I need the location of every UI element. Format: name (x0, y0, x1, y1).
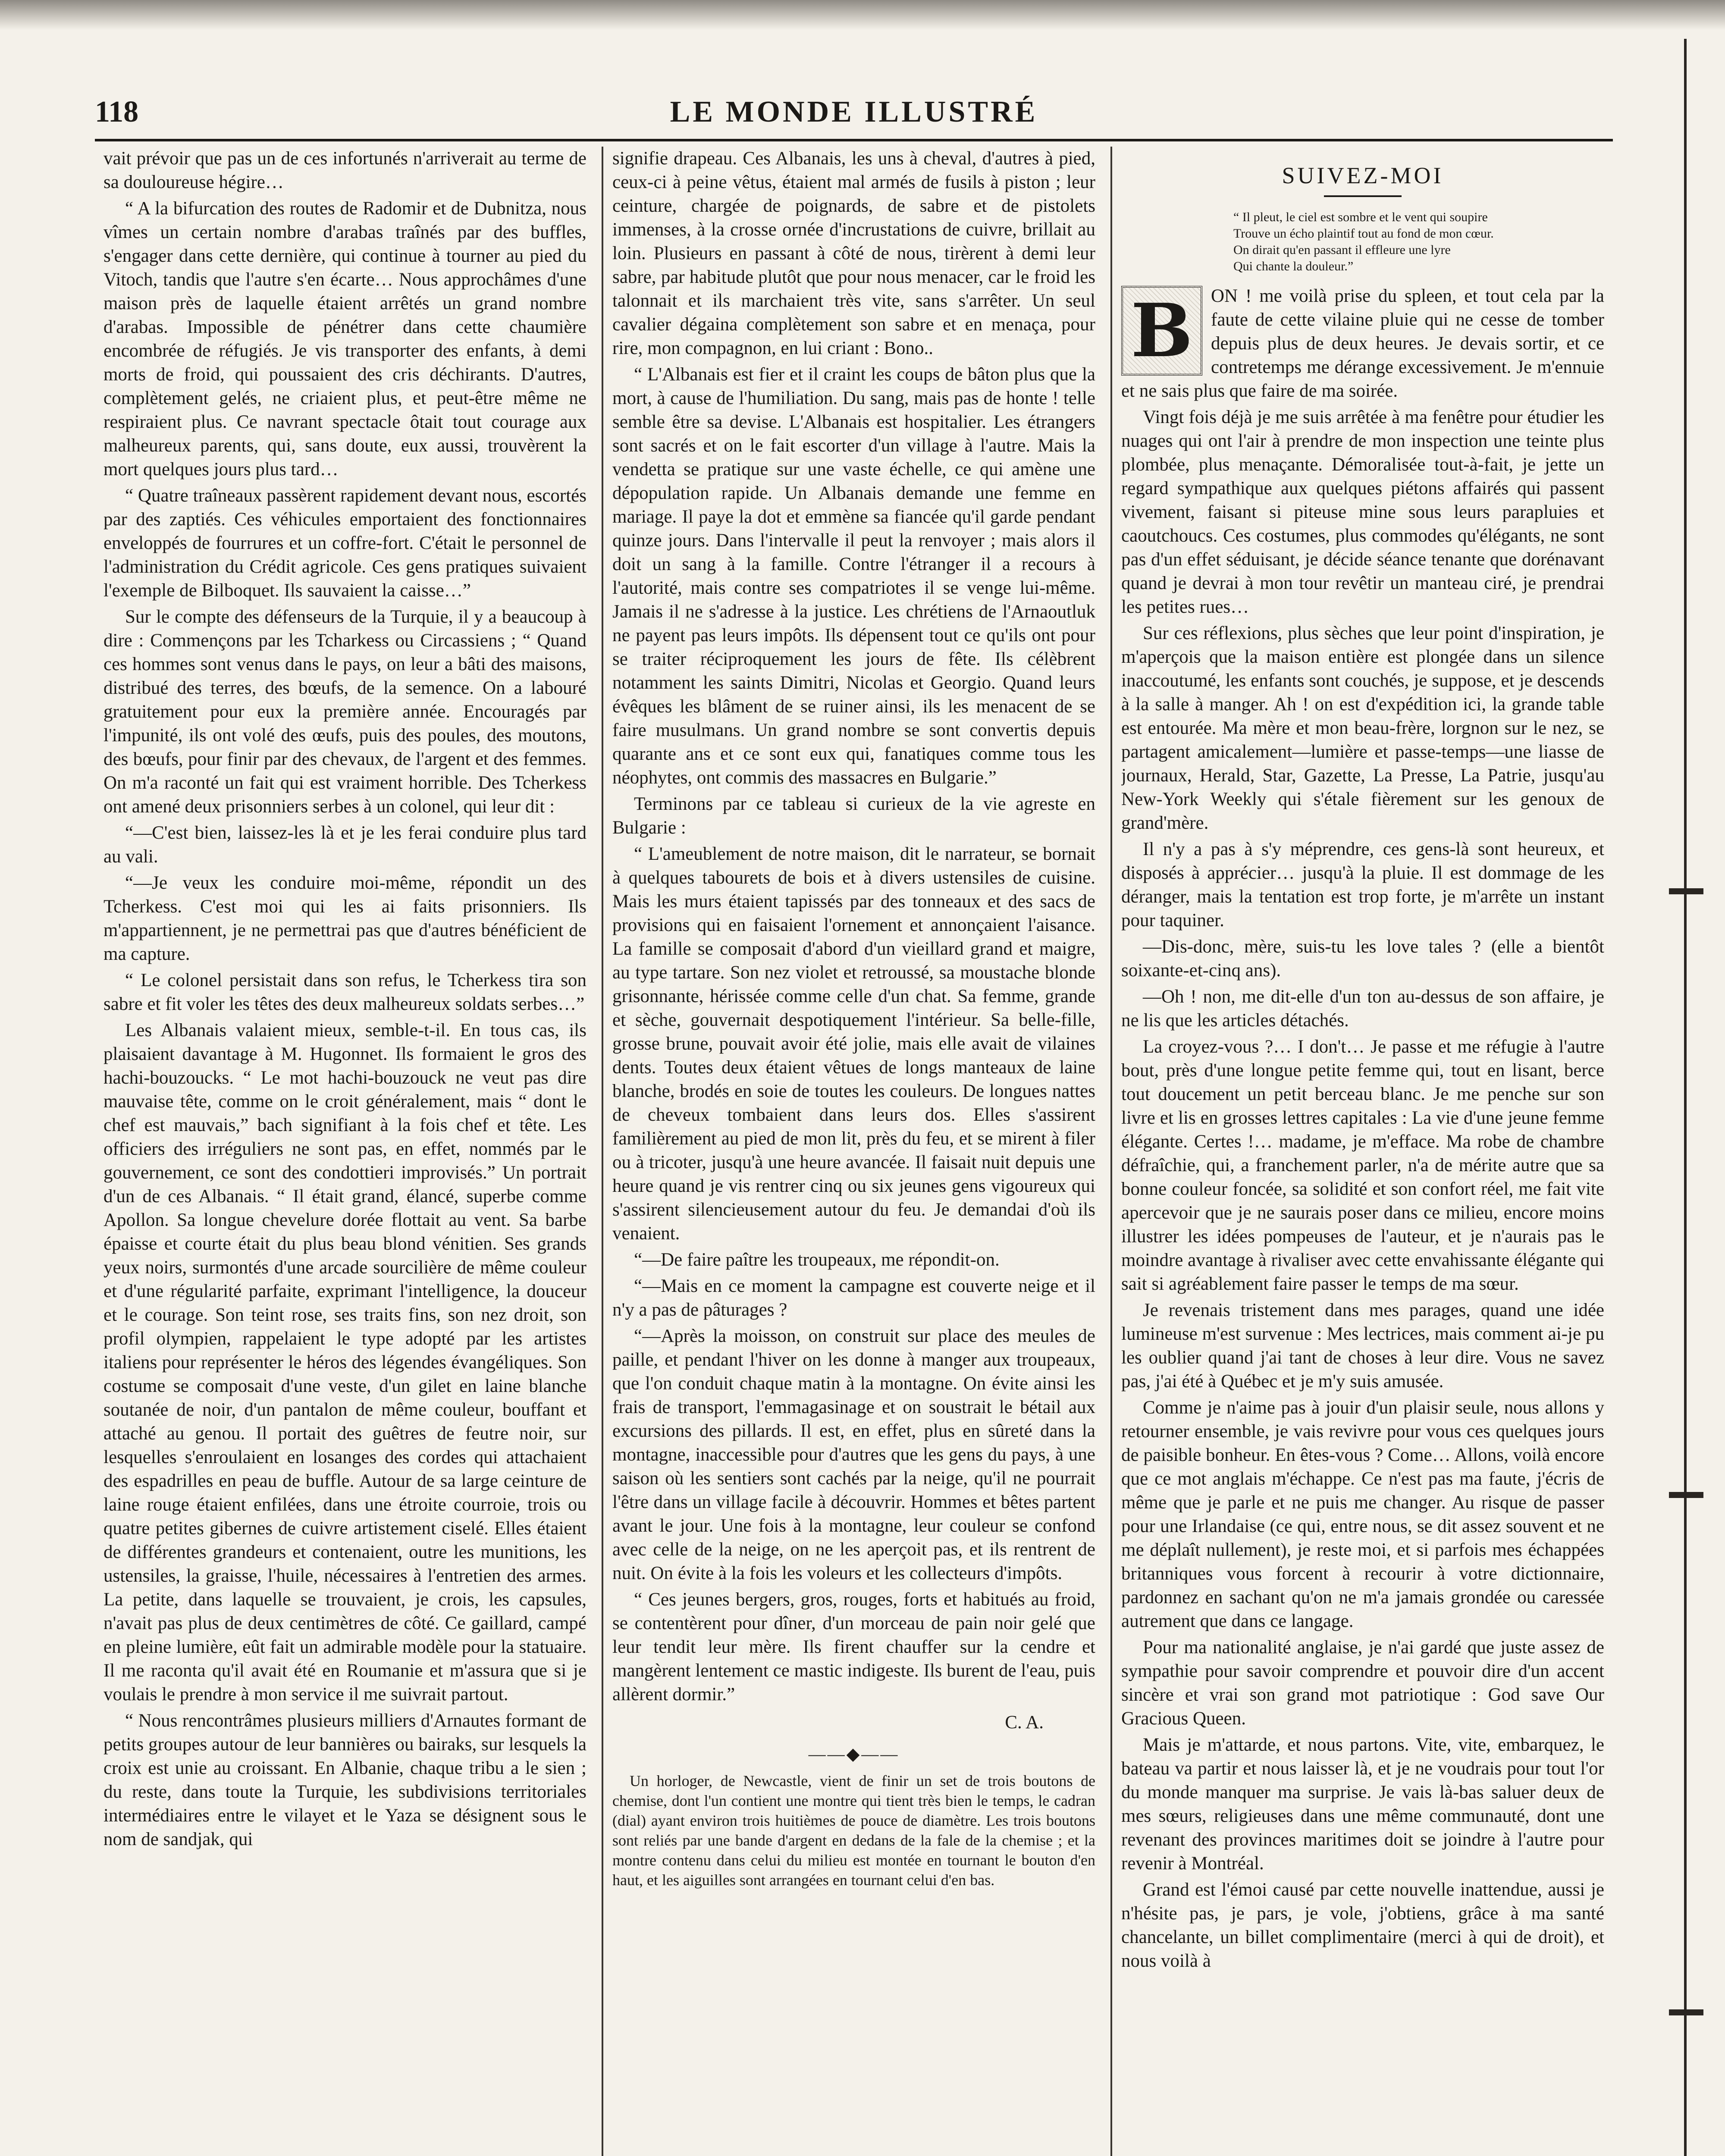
header-rule (95, 139, 1613, 141)
paragraph: “ Le colonel persistait dans son refus, le Tcherkess tira son sabre et fit voler les têtes des deux malheureux soldats serbes…” (104, 970, 586, 1014)
paragraph: “ Quatre traîneaux passèrent rapidement devant nous, escortés par des zaptiés. Ces véhicules emportaient des fonctionnaires enveloppés de fourrures et un coffre-fort. C'était le personnel de l'administration du Crédit agricole. Ces gens pratiques suivaient l'exemple de Bilboquet. Ils sauvaient la caisse…” (104, 486, 586, 601)
paragraph: “—De faire paître les troupeaux, me répondit-on. (634, 1250, 1000, 1270)
paragraph: “—Mais en ce moment la campagne est couverte neige et il n'y a pas de pâturages ? (612, 1276, 1095, 1320)
paragraph: Vingt fois déjà je me suis arrêtée à ma fenêtre pour étudier les nuages qui ont l'air à prendre de mon inspection une teinte plus plombée, plus menaçante. Démoralisée tout-à-fait, je jette un regard sympathique aux quelques piétons affairés qui passent vivement, faisant si piteuse mine sous leurs parapluies et caoutchoucs. Ces costumes, plus commodes qu'élégants, ne sont pas d'un effet séduisant, je décide séance tenante que dorénavant quand je devrai à mon tour revêtir un manteau ciré, je prendrai les petites rues… (1121, 407, 1604, 617)
paragraph: —Oh ! non, me dit-elle d'un ton au-dessus de son affaire, je ne lis que les articles détachés. (1121, 987, 1604, 1031)
news-brief (612, 1771, 1095, 1890)
column-divider (1110, 147, 1112, 2156)
binding-mark (1669, 888, 1703, 894)
paragraph: “ Ces jeunes bergers, gros, rouges, forts et habitués au froid, se contentèrent pour dîner, d'un morceau de pain noir gelé que leur tendit leur mère. Ils firent chauffer sur la cendre et mangèrent lentement ce mastic indigeste. Ils burent de l'eau, puis allèrent dormir.” (612, 1589, 1095, 1705)
paragraph: “ Nous rencontrâmes plusieurs milliers d'Arnautes formant de petits groupes autour de leur bannières ou bairaks, sur lesquels la croix est unie au croissant. En Albanie, chaque tribu a le sien ; du reste, dans toute la Turquie, les subdivisions territoriales intermédiaires entre le vilayet et le Yaza se désignent sous le nom de sandjak, qui (104, 1711, 586, 1849)
paragraph: “ L'Albanais est fier et il craint les coups de bâton plus que la mort, à cause de l'humiliation. Du sang, mais pas de honte ! telle semble être sa devise. L'Albanais est hospitalier. Les étrangers sont sacrés et on le fait escorter d'un village à l'autre. Mais la vendetta se pratique sur une vaste échelle, ce qui amène une dépopulation rapide. Un Albanais demande une femme en mariage. Il paye la dot et emmène sa fiancée qu'il garde pendant quinze jours. Dans l'intervalle il peut la renvoyer ; mais alors il doit un sang à la famille. Contre l'étranger il a recours à l'autorité, mais contre ses compatriotes il se venge lui-même. Jamais il ne s'adresse à la justice. Les chrétiens de l'Arnaoutluk ne payent pas leurs impôts. Ils dépensent tout ce qu'ils ont pour se traiter réciproquement les jours de fête. Ils célèbrent notamment les saints Dimitri, Nicolas et Georgio. Quand leurs évêques les blâment de se ruiner ainsi, ils les menacent de se faire musulmans. Un grand nombre se sont convertis depuis quarante ans et ce sont eux qui, fanatiques comme tous les néophytes, ont commis des massacres en Bulgarie.” (612, 364, 1095, 788)
paragraph: —Dis-donc, mère, suis-tu les love tales ? (elle a bientôt soixante-et-cinq ans). (1121, 937, 1604, 981)
paragraph: vait prévoir que pas un de ces infortunés n'arriverait au terme de sa douloureuse hégire… (104, 148, 586, 192)
page-header (95, 86, 1613, 134)
running-title: LE MONDE ILLUSTRÉ (670, 95, 1038, 128)
column-divider (602, 147, 603, 2156)
paragraph: “—Après la moisson, on construit sur place des meules de paille, et pendant l'hiver on les donne à manger aux troupeaux, que l'on conduit chaque matin à la montagne. On évite ainsi les frais de transport, l'emmagasinage et on soustrait le bétail aux excursions des pillards. Il est, en effet, plus en sûreté dans la montagne, inaccessible pour d'autres que les gens du pays, à une saison où les sentiers sont cachés par la neige, qu'il ne pourrait l'être dans un village facile à découvrir. Hommes et bêtes partent avant le jour. Une fois à la montagne, leur couleur se confond avec celle de la neige, on ne les aperçoit pas, et ils rentrent de nuit. On évite à la fois les voleurs et les collecteurs d'impôts. (612, 1326, 1095, 1583)
paragraph: Sur ces réflexions, plus sèches que leur point d'inspiration, je m'aperçois que la maison entière est plongée dans un silence inaccoutumé, les enfants sont couchés, je suppose, et je descends à la salle à manger. Ah ! on est d'expédition ici, la grande table est entourée. Ma mère et mon beau-frère, lorgnon sur le nez, se partagent amicalement—lumière et passe-temps—une liasse de journaux, Herald, Star, Gazette, La Presse, La Patrie, jusqu'au New-York Weekly qui s'étale fièrement sur les genoux de grand'mère. (1121, 623, 1604, 833)
binding-mark (1669, 1492, 1703, 1498)
paragraph: “ A la bifurcation des routes de Radomir et de Dubnitza, nous vîmes un certain nombre d'arabas traînés par des buffles, s'engager dans cette dernière, qui continue à tourner au pied du Vitoch, tandis que l'autre s'en écarte… Nous approchâmes d'une maison près de laquelle étaient arrêtés un grand nombre d'arabas. Impossible de pénétrer dans cette chaumière encombrée de réfugiés. Je vis transporter des enfants, à demi morts de froid, qui poussaient des cris déchirants. D'autres, complètement gelés, ne criaient plus, et peut-être même ne respiraient plus. Ce navrant spectacle ôtait tout courage aux malheureux parents, qui, sans doute, eux aussi, trouvèrent la mort quelques jours plus tard… (104, 198, 586, 479)
epigraph (1233, 209, 1604, 275)
page-top-edge (0, 0, 1725, 30)
paragraph: Mais je m'attarde, et nous partons. Vite, vite, embarquez, le bateau va partir et nous laisser là, et je ne voudrais pour tout l'or du monde manquer ma surprise. Je vais là-bas saluer deux de mes sœurs, religieuses dans une même communauté, dont une revenant des provinces maritimes doit se joindre à l'autre pour revenir à Montréal. (1121, 1735, 1604, 1874)
paragraph: “—Je veux les conduire moi-même, répondit un des Tcherkess. C'est moi qui les ai faits prisonniers. Ils m'appartiennent, je ne permettrai pas que d'autres bénéficient de ma capture. (104, 873, 586, 964)
article-column-3 (1121, 147, 1604, 2156)
binding-edge (1684, 39, 1687, 2156)
epigraph-line: Trouve un écho plaintif tout au fond de mon cœur. (1233, 226, 1494, 241)
paragraph: Pour ma nationalité anglaise, je n'ai gardé que juste assez de sympathie pour savoir comprendre et pouvoir dire d'un accent sincère et vrai son grand mot patriotique : God save Our Gracious Queen. (1121, 1637, 1604, 1729)
paragraph: Un horloger, de Newcastle, vient de finir un set de trois boutons de chemise, dont l'un contient une montre qui tient très bien le temps, le cadran (dial) ayant environ trois huitièmes de pouce de diamètre. Les trois boutons sont reliés par une bande d'argent en dedans de la fale de la chemise ; et la montre contenu dans celui du milieu est montée en tournant le bouton d'en haut, et les aiguilles sont arrangées en tournant celui d'en bas. (612, 1772, 1095, 1889)
paragraph: Sur le compte des défenseurs de la Turquie, il y a beaucoup à dire : Commençons par les Tcharkess ou Circassiens ; “ Quand ces hommes sont venus dans le pays, on leur a bâti des maisons, distribué des terres, des bœufs, de la semence. On a labouré gratuitement pour eux la première année. Encouragés par l'impunité, ils ont volé des œufs, puis des poules, des moutons, des bœufs, pour finir par des chevaux, de l'argent et des femmes. On m'a raconté un fait qui est vraiment horrible. Des Tcherkess ont amené deux prisonniers serbes à un colonel, qui leur dit : (104, 607, 586, 817)
epigraph-line: On dirait qu'en passant il effleure une lyre (1233, 243, 1451, 257)
paragraph: “—C'est bien, laissez-les là et je les ferai conduire plus tard au vali. (104, 823, 586, 867)
article-column-1 (104, 147, 586, 2156)
article-signature: C. A. (1005, 1712, 1044, 1733)
epigraph-line: Qui chante la douleur.” (1233, 259, 1354, 273)
epigraph-line: “ Il pleut, le ciel est sombre et le vent qui soupire (1233, 210, 1488, 224)
article-column-2 (612, 147, 1095, 2156)
paragraph: Je revenais tristement dans mes parages, quand une idée lumineuse m'est survenue : Mes lectrices, mais comment ai-je pu les oublier quand j'ai tant de choses à leur dire. Vous ne savez pas, j'ai été à Québec et je m'y suis amusée. (1121, 1300, 1604, 1391)
paragraph: La croyez-vous ?… I don't… Je passe et me réfugie à l'autre bout, près d'une longue petite femme qui, tout en lisant, berce tout doucement un petit berceau blanc. Je me penche sur son livre et lis en grosses lettres capitales : La vie d'une jeune femme élégante. Certes !… madame, je m'efface. Ma robe de chambre défraîchie, qui, a franchement parler, n'a de mérite autre que sa bonne couleur foncée, sa solidité et son confort réel, me fait vite apercevoir que je ne saurais poser dans ce milieu, encore moins illustrer les idées pompeuses de l'auteur, et je n'aurais pas le moindre avantage à rivaliser avec cette envahissante élégante qui sait si agréablement faire passer le temps de ma sœur. (1121, 1037, 1604, 1294)
paragraph: signifie drapeau. Ces Albanais, les uns à cheval, d'autres à pied, ceux-ci à peine vêtus, étaient mal armés de fusils à piston ; leur ceinture, chargée de poignards, de sabre et de pistolets immenses, à la crosse ornée d'incrustations de cuivre, brillait au loin. Plusieurs en passant à côté de nous, tirèrent à demi leur sabre, par habitude plutôt que pour nous menacer, car le froid les talonnait et ils marchaient très vite, sans s'arrêter. Un seul cavalier dégaina complètement son sabre et en menaça, pour rire, mon compagnon, en lui criant : Bono.. (612, 148, 1095, 358)
drop-cap: B (1121, 286, 1202, 376)
paragraph: Les Albanais valaient mieux, semble-t-il. En tous cas, ils plaisaient davantage à M. Hugonnet. Ils formaient le gros des hachi-bouzoucks. “ Le mot hachi-bouzouck ne veut pas dire mauvaise tête, comme on le croit généralement, mais “ dont le chef est mauvais,” bach signifiant à la fois chef et tête. Les officiers des irréguliers ne sont pas, en effet, nommés par le gouvernement, ce sont des condottieri improvisés.” Un portrait d'un de ces Albanais. “ Il était grand, élancé, superbe comme Apollon. Sa longue chevelure dorée flottait au vent. Sa barbe épaisse et courte était du plus beau blond vénitien. Ses grands yeux noirs, surmontés d'une arcade sourcilière de même couleur et d'une régularité parfaite, exprimant l'intelligence, la douceur et le courage. Son teint rose, ses traits fins, son nez droit, son profil olympien, rappelaient le type adopté par les artistes italiens pour représenter le héros des légendes évangéliques. Son costume se composait d'une veste, d'un gilet en laine blanche soutanée de noir, d'un pantalon de même couleur, bouffant et attaché au genou. Il portait des guêtres de feutre noir, sur lesquelles s'enroulaient en losanges des cordes qui attachaient des espadrilles en peau de buffle. Autour de sa large ceinture de laine rouge étaient enfilées, dans une étroite courroie, trois ou quatre petites gibernes de cuivre artistement ciselé. Elles étaient de différentes grandeurs et contenaient, outre les munitions, les ustensiles, la graisse, l'huile, nécessaires à l'entretien des armes. La petite, dans laquelle se trouvaient, je crois, les capsules, n'avait pas plus de deux centimètres de côté. Ce gaillard, campé en pleine lumière, eût fait un admirable modèle pour la statuaire. Il me raconta qu'il avait été en Roumanie et m'assura que si je voulais le prendre à mon service il me suivrait partout. (104, 1020, 586, 1705)
paragraph: Terminons par ce tableau si curieux de la vie agreste en Bulgarie : (612, 794, 1095, 838)
paragraph: “ L'ameublement de notre maison, dit le narrateur, se bornait à quelques tabourets de bois et à divers ustensiles de cuisine. Mais les murs étaient tapissés par des tonneaux et des sacs de provisions qui en faisaient l'ornement et annonçaient l'aisance. La famille se composait d'abord d'un vieillard grand et maigre, au type tartare. Son nez violet et retroussé, sa moustache blonde grisonnante, hérissée comme celle d'un chat. Sa femme, grande et sèche, gouvernait despotiquement l'intérieur. Sa belle-fille, grosse brune, pouvait avoir été jolie, mais elle avait de vilaines dents. Toutes deux étaient vêtues de longs manteaux de laine blanche, brodés en soie de toutes les couleurs. De longues nattes de cheveux tombaient dans leurs dos. Elles s'assirent familièrement au pied de mon lit, près du feu, et se mirent à filer ou à tricoter, jusqu'à une heure avancée. Il faisait nuit depuis une heure quand je vis rentrer cinq ou six jeunes gens vigoureux qui s'assirent silencieusement autour du feu. Je demandai d'où ils venaient. (612, 844, 1095, 1244)
paragraph: Il n'y a pas à s'y méprendre, ces gens-là sont heureux, et disposés à apprécier… jusqu'à la pluie. Il est dommage de les déranger, mais la tentation est trop forte, je m'arrête un instant pour taquiner. (1121, 839, 1604, 931)
separator-ornament: ——◆—— (808, 1744, 900, 1764)
opening-paragraph (1121, 284, 1604, 403)
section-title: SUIVEZ-MOI (1282, 163, 1444, 188)
paragraph: ON ! me voilà prise du spleen, et tout cela par la faute de cette vilaine pluie qui ne cesse de tomber depuis plus de deux heures. Je devais sortir, et ce contretemps me dérange excessivement. Je m'ennuie et ne sais plus que faire de ma soirée. (1121, 286, 1604, 401)
paragraph: Grand est l'émoi causé par cette nouvelle inattendue, aussi je n'hésite pas, je pars, je vole, j'obtiens, grâce à ma santé chancelante, un billet complimentaire (merci à qui de droit), et nous voilà à (1121, 1880, 1604, 1971)
page-number: 118 (95, 95, 139, 128)
title-rule (1324, 195, 1402, 197)
paragraph: Comme je n'aime pas à jouir d'un plaisir seule, nous allons y retourner ensemble, je vais revivre pour vous ces quelques jours de paisible bonheur. En êtes-vous ? Come… Allons, voilà encore que ce mot anglais m'échappe. Ce n'est pas ma faute, j'écris de même que je parle et ne puis me changer. Au risque de passer pour une Irlandaise (ce qui, entre nous, se dit assez souvent et ne me déplaît nullement), je reste moi, et si parfois mes échappées britanniques vous forcent à recourir à votre dictionnaire, pardonnez en sachant qu'on ne m'a jamais grondée ou caressée autrement que dans ce langage. (1121, 1398, 1604, 1631)
binding-mark (1669, 2009, 1703, 2015)
